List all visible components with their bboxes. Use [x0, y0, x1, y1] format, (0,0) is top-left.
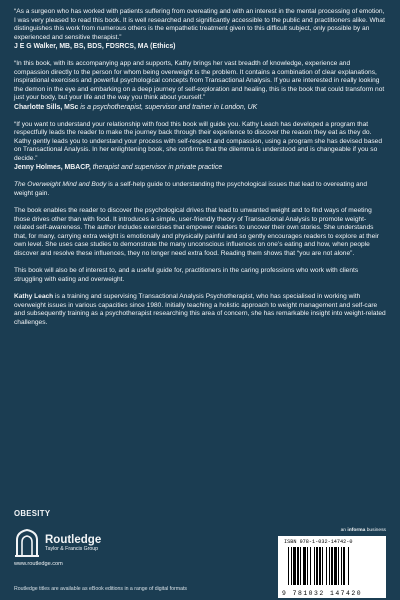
informa-brand: informa: [347, 528, 366, 533]
author-bio-text: is a training and supervising Transactional Analysis Psychotherapist, who has specialised in working with overweight issues in various capacities since 1980. Initially teaching a holistic approach to weight management and self-care and subsequently training as a psychotherapist researching this area of concern, she has remarkable insight into weight-related challenges.: [14, 293, 386, 326]
publisher-name: Routledge: [45, 533, 102, 546]
endorser-name: Jenny Holmes, MBACP,: [14, 164, 91, 171]
book-description: [14, 207, 386, 258]
description-text: The book enables the reader to discover the psychological drives that lead to unwanted weight and to find ways of meeting those drives other than with food. It introduces a simple, user-friendly theory of Transactional Analysis to promote weight-related self-awareness. The author includes exercises that empower readers to uncover their own stories. She understands that, for many, carrying extra weight is emotionally and physically painful and so gently encourages readers to explore at their own level. She uses case studies to demonstrate the many unconscious influences on one’s eating and how, when people discover and resolve these influences, they no longer need extra food. Reading them shows that “you are not alone”.: [14, 207, 379, 257]
isbn-label: ISBN 978-1-032-14742-0: [284, 539, 353, 545]
endorsement-quote: “In this book, with its accompanying app and supports, Kathy brings her vast breadth of knowledge, experience and compassion directly to the person for whom being overweight is the problem. It contains a combination of clear explanations, inspirational exercises and powerful psychological concepts from Transactional Analysis. If you are interested in really looking the demon in the eye and embarking on a deep journey of self-exploration and healing, this is the book that could transform not just your body, but your life and the way you think about yourself.”: [14, 60, 385, 101]
endorsement-quote: “If you want to understand your relationship with food this book will guide you. Kathy Leach has developed a program that respectfully leads the reader to make the journey back through their experience to discover the reason they eat as they do. Kathy gently leads you to understand your process with self-respect and compassion, using a program she has devised based on Transactional Analysis. In her enlightening book, she confirms that the dilemma is understood and is changeable if you so decide.”: [14, 120, 382, 162]
author-name: Kathy Leach: [14, 293, 54, 300]
book-intro: [14, 181, 386, 198]
cover-text: [14, 8, 386, 336]
publisher-group: Taylor & Francis Group: [45, 545, 99, 552]
endorsement-attribution: [14, 42, 386, 51]
endorser-name: J E G Walker, MB, BS, BDS, FDSRCS, MA (Ethics): [14, 43, 176, 50]
endorsement-attribution: [14, 103, 386, 112]
ebook-footer: Routledge titles are available as eBook editions in a range of digital formats: [14, 586, 188, 592]
isbn-barcode: [278, 536, 386, 598]
endorser-role: is a psychotherapist, supervisor and trainer in London, UK: [80, 103, 258, 111]
endorsement-holmes: [14, 121, 386, 173]
publisher-website: www.routledge.com: [14, 561, 63, 567]
barcode-number: 9 781032 147420: [282, 590, 363, 597]
audience-note: [14, 267, 386, 284]
endorsement-sills: [14, 60, 386, 112]
endorser-name: Charlotte Sills, MSc: [14, 103, 79, 111]
endorsement-walker: [14, 8, 386, 51]
endorsement-quote: “As a surgeon who has worked with patients suffering from overeating and with an interest in the mental processing of emotion, I was very pleased to read this book. It is well researched and significantly accessible to the public and practitioners alike. What distinguishes this work from numerous others is the empathetic treatment given to this difficult subject, only possible by an experienced and sensitive therapist.”: [14, 8, 385, 41]
audience-text: This book will also be of interest to, and a useful guide for, practitioners in the caring professions who work with clients struggling with eating and overweight.: [14, 267, 359, 283]
endorsement-attribution: [14, 163, 386, 172]
subject-category: OBESITY: [14, 509, 51, 518]
endorser-role: therapist and supervisor in private practice: [92, 164, 223, 171]
book-title: The Overweight Mind and Body: [14, 181, 107, 188]
author-bio: [14, 293, 386, 327]
informa-business-note: an informa business: [340, 528, 386, 533]
barcode-icon: [288, 547, 378, 585]
intro-text: is a self-help guide to understanding the psychological issues that lead to overeating and weight gain.: [14, 181, 367, 197]
routledge-tower-icon: [14, 528, 40, 558]
publisher-logo: [14, 528, 101, 558]
